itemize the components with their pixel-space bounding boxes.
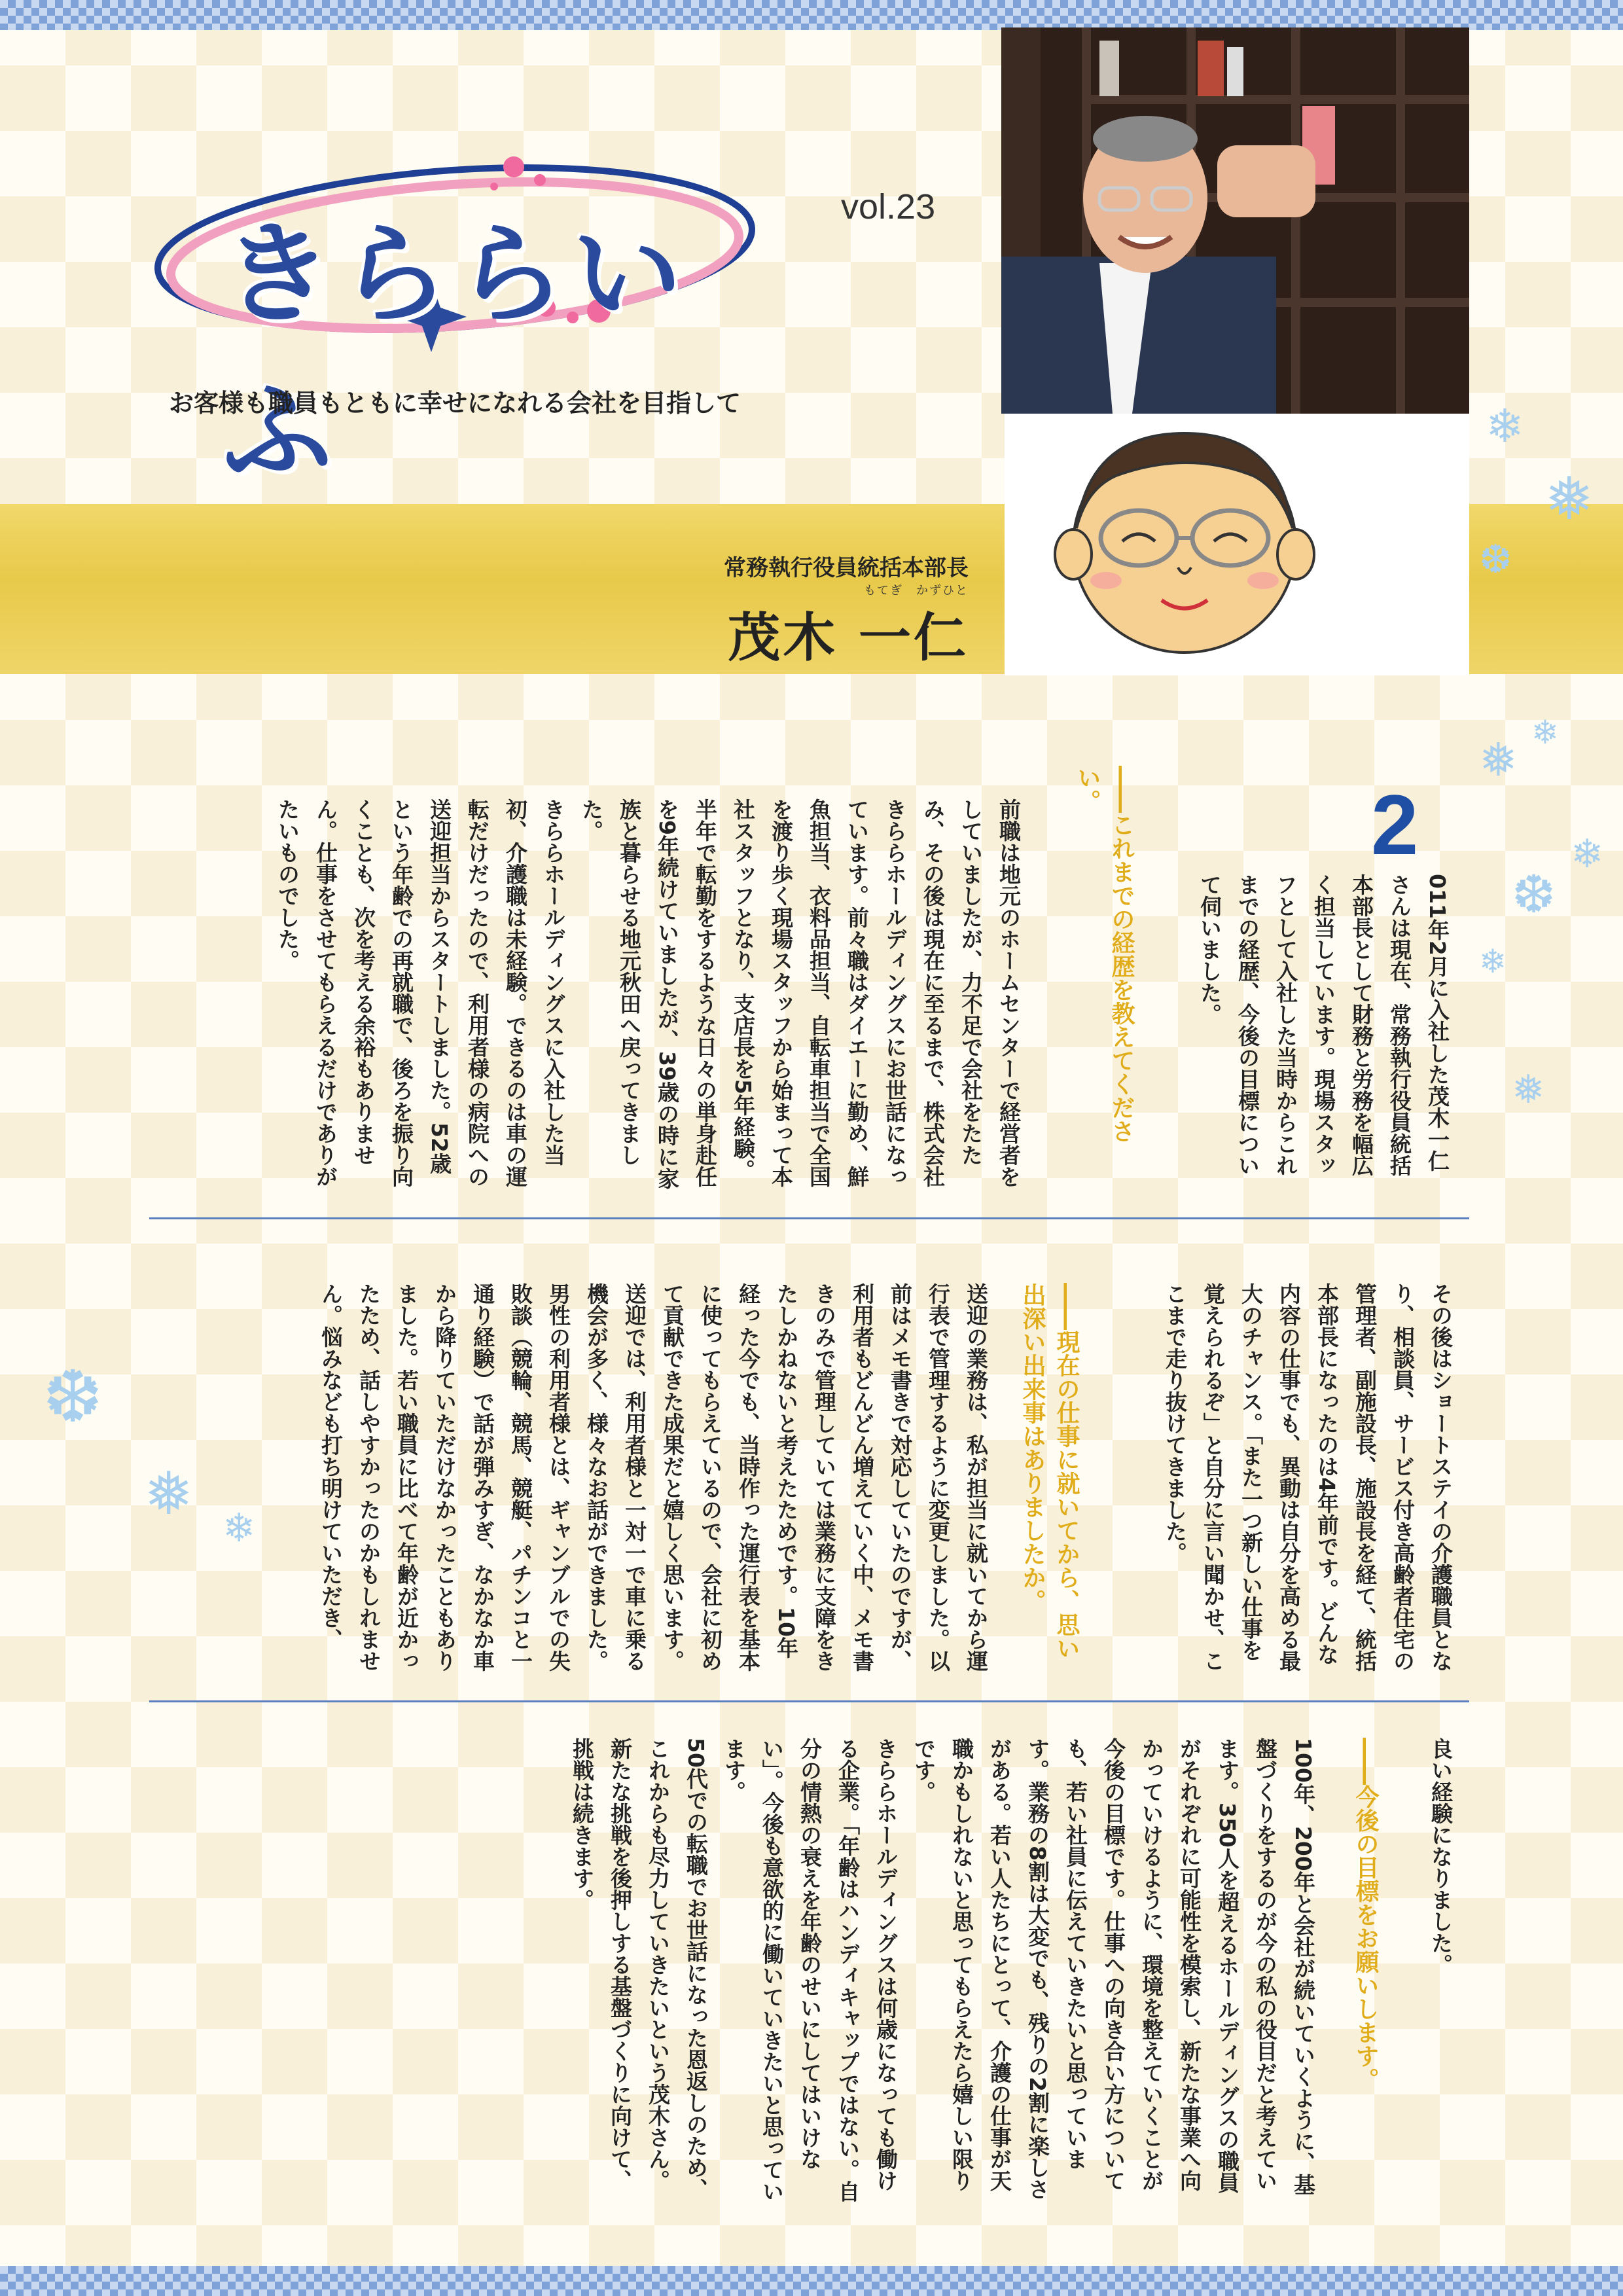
top-checker-border [0,0,1623,30]
job-title: 常務執行役員統括本部長 [724,555,969,581]
snowflake-icon: ❆ [1479,537,1512,583]
question-3: ――今後の目標をお願いします。 [1352,1738,1379,2091]
snowflake-icon: ❆ [1512,864,1556,925]
caricature-icon [1005,414,1469,675]
section3-paragraph-2: きららホールディングスは何歳になっても働ける企業。「年齢はハンディキャップではない。自分の情熱の衰えを年齢のせいにしてはいけない」。今後も意欲的に働いていきたいと思っています。 [721,1738,899,2202]
person-name: 茂木 一仁 [728,607,969,668]
section1-body [164,798,1027,1191]
tagline: お客様も職員もともに幸せになれる会社を目指して [169,389,741,418]
section2-paragraph-1: 送迎の業務は、私が担当に就いてから運行表で管理するように変更しました。以前はメモ書きで対応していたのですが、利用者もどんどん増えていく中、メモ書きのみで管理していては業務に支障をきたしかねないと考えたためです。10年経った今でも、当時作った運行表を基本に使ってもらえているので、会社に初めて貢献できた成果だと嬉しく思います。 [660,1283,989,1672]
section2-paragraph-2: 送迎では、利用者様と一対一で車に乗る機会が多く、様々なお話ができました。男性の利用者様とは、ギャンブルでの失敗談（競輪、競馬、競艇、パチンコと一通り経験）で話が弾みすぎ、なかなか車から降りていただけなかったこともありました。若い職員に比べて年齢が近かったため、話しやすかったのかもしれません。悩みなども打ち明けていただき、 [318,1283,647,1672]
snowflake-icon: ❆ [43,1355,103,1439]
portrait-photo [1001,27,1469,414]
section-divider-1 [149,1217,1469,1219]
bottom-checker-border [0,2266,1623,2296]
section-divider-2 [149,1700,1469,1702]
section2-continuation: その後はショートステイの介護職員となり、相談員、サービス付き高齢者住宅の管理者、副施設長、施設長を経て、統括本部長になったのは4年前です。どんな内容の仕事でも、異動は自分を高める最大のチャンス。「また一つ新しい仕事を覚えられるぞ」と自分に言い聞かせ、ここまで走り抜けてきました。 [1162,1283,1454,1672]
caricature-panel [1005,414,1469,675]
intro-paragraph: 011年2月に入社した茂木一仁さんは現在、常務執行役員統括本部長として財務と労務を幅広く担当しています。現場スタッフとして入社した当時からこれまでの経歴、今後の目標について伺いました。 [1197,874,1450,1176]
name-furigana: もてぎ かずひと [864,584,969,598]
dropcap: 2 [1371,777,1419,872]
section1-paragraph-1: 前職は地元のホームセンターで経営者をしていましたが、力不足で会社をたたみ、その後は現在に至るまで、株式会社きららホールディングスにお世話になっています。前々職はダイエーに勤め、鮮魚担当、衣料品担当、自転車担当で全国を渡り歩く現場スタッフから始まって本社スタッフとなり、支店長を5年経験。半年で転勤をするような日々の単身赴任を9年続けていましたが、39歳の時に家族と暮らせる地元秋田へ戻ってきました。 [579,798,1022,1189]
snowflake-icon: ❄ [1486,399,1524,453]
snowflake-icon: ❄ [223,1505,256,1551]
snowflake-icon: ❄ [1479,942,1507,980]
snowflake-icon: ❄ [1571,831,1604,877]
section3-body [275,1738,1322,2209]
section2-body [164,1283,995,1676]
snowflake-icon: ❅ [144,1460,194,1528]
section3-paragraph-3: 50代での転職でお世話になった恩返しのため、これからも尽力していきたいという茂木さん。新たな挑戦を後押しする基盤づくりに向けて、挑戦は続きます。 [569,1738,709,2200]
question-1: ――これまでの経歴を教えてください。 [1074,766,1135,1143]
section3-continuation: 良い経験になりました。 [1428,1738,1454,1975]
snowflake-icon: ❅ [1479,733,1518,787]
section1-paragraph-2: きららホールディングスに入社した当初、介護職は未経験。できるのは車の運転だけだったので、利用者様の病院への送迎担当からスタートしました。52歳という年齢での再就職で、後ろを振り向くことも、次を考える余裕もありません。仕事をさせてもらえるだけでありがたいものでした。 [275,798,566,1187]
section3-paragraph-1: 100年、200年と会社が続いていくように、基盤づくりをするのが今の私の役目だと考えています。350人を超えるホールディングスの職員がそれぞれに可能性を模索し、新たな事業へ向かっていけるように、環境を整えていくことが今後の目標です。仕事への向き合い方についても、若い社員に伝えていきたいと思っています。業務の8割は大変でも、残りの2割に楽しさがある。若い人たちにとって、介護の仕事が天職かもしれないと思ってもらえたら嬉しい限りです。 [911,1738,1316,2200]
snowflake-icon: ❅ [1544,465,1594,533]
snowflake-icon: ❄ [1531,713,1559,751]
volume-number: vol.23 [841,187,936,226]
logo-text: きららいふ [223,210,688,496]
snowflake-icon: ❅ [1512,1067,1545,1113]
question-2: ――現在の仕事に就いてから、思い出深い出来事はありましたか。 [1019,1283,1080,1660]
